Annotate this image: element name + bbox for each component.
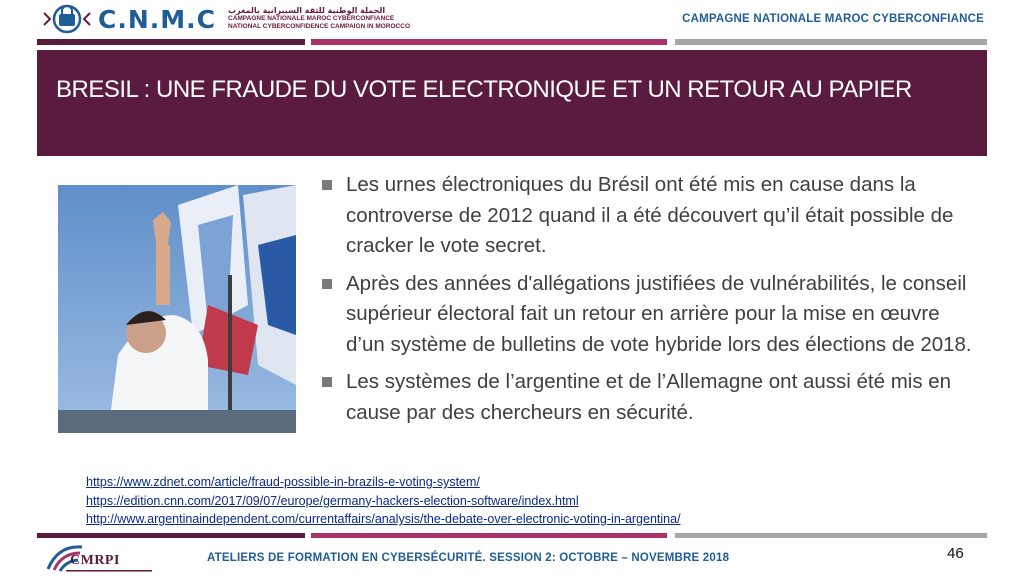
list-item [322,367,982,428]
bullet-list [322,170,982,435]
campaign-photo [58,185,296,433]
zdnet-link[interactable]: https://www.zdnet.com/article/fraud-possible-in-brazils-e-voting-system/ [86,475,480,489]
logo-text: C.N.M.C [98,4,216,34]
photo-illustration [58,185,296,433]
logo-subtitle [228,7,410,31]
page-number: 46 [947,545,964,562]
logo-subtitle-arabic: الحملة الوطنية للثقة السيبرانية بالمغرب [228,6,386,15]
square-bullet-icon [322,180,332,190]
square-bullet-icon [322,279,332,289]
bottom-divider-gray [675,533,987,538]
bottom-divider-pink [311,533,667,538]
reference-links [86,473,681,529]
top-divider-gray [675,39,987,45]
logo-subtitle-en: NATIONAL CYBERCONFIDENCE CAMPAIGN IN MOROCCO [228,23,410,30]
list-item [322,269,982,361]
footer-session-text: ATELIERS DE FORMATION EN CYBERSÉCURITÉ. SESSION 2: OCTOBRE – NOVEMBRE 2018 [207,552,730,564]
list-item [322,170,982,262]
top-divider-purple [37,39,305,45]
top-divider-pink [311,39,667,45]
cnn-link[interactable]: https://edition.cnn.com/2017/09/07/europe/germany-hackers-election-software/index.html [86,493,579,508]
campaign-title: CAMPAGNE NATIONALE MAROC CYBERCONFIANCE [682,13,984,25]
cnmc-logo [40,2,460,36]
bottom-divider-purple [37,533,305,538]
slide-title: BRESIL : UNE FRAUDE DU VOTE ELECTRONIQUE ET UN RETOUR AU PAPIER [56,76,912,103]
argentina-independent-link[interactable]: http://www.argentinaindependent.com/currentaffairs/analysis/the-debate-over-electronic-voting-in-argentina/ [86,512,681,526]
cmrpi-logo-text: CMRPI [70,553,120,568]
cnmc-emblem-icon [40,3,94,35]
logo-subtitle-fr: CAMPAGNE NATIONALE MAROC CYBERCONFIANCE [228,15,395,22]
bullet-text: Les urnes électroniques du Brésil ont été mis en cause dans la controverse de 2012 quand il a été découvert qu’il était possible de cracker le vote secret. [346,173,954,257]
square-bullet-icon [322,377,332,387]
bullet-text: Les systèmes de l’argentine et de l’Allemagne ont aussi été mis en cause par des chercheurs en sécurité. [346,370,952,424]
bullet-text: Après des années d'allégations justifiées de vulnérabilités, le conseil supérieur électoral fait un retour en arrière pour la mise en œuvre d’un système de bulletins de vote hybride lors des élections de 2018. [346,271,972,356]
